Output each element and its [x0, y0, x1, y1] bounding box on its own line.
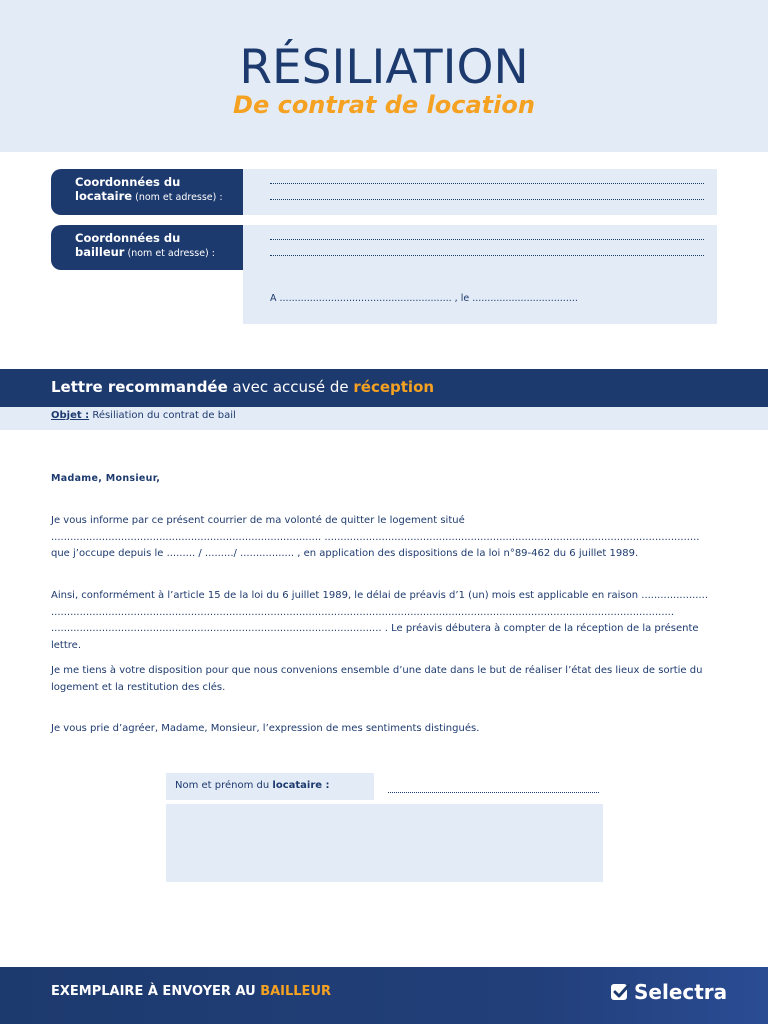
tenant-label: Coordonnées du locataire (nom et adresse) :: [51, 169, 243, 215]
footer-instruction: EXEMPLAIRE À ENVOYER AU BAILLEUR: [51, 984, 332, 999]
document-title: RÉSILIATION: [239, 40, 529, 95]
tenant-line-1: [270, 183, 704, 184]
signature-name-label: Nom et prénom du locataire :: [166, 773, 374, 800]
landlord-line-1: [270, 239, 704, 240]
document-subtitle: De contrat de location: [233, 91, 535, 119]
paragraph-notice-period: Ainsi, conformément à l’article 15 de la loi du 6 juillet 1989, le délai de préavis d’1 (un) mois est applicable en raison ..................... .................................................................................................................................................................................................... ........................................................................................................ . Le préavis débutera à compter de la réception de la présente lettre.: [51, 590, 709, 651]
brand-name: Selectra: [634, 980, 728, 1004]
checkbox-check-icon: [610, 982, 630, 1002]
paragraph-inspection: Je me tiens à votre disposition pour que nous convenions ensemble d’une date dans le but de réaliser l’état des lieux de sortie du logement et la restitution des clés.: [51, 665, 703, 693]
place-date-line: A ......................................................... , le ...................................: [270, 293, 578, 304]
tenant-field-panel[interactable]: [243, 169, 717, 215]
tenant-line-2: [270, 199, 704, 200]
landlord-label: Coordonnées du bailleur (nom et adresse) :: [51, 225, 243, 270]
signature-name-line[interactable]: [388, 792, 599, 793]
object-line: Objet : Résiliation du contrat de bail: [51, 410, 236, 421]
landlord-line-2: [270, 255, 704, 256]
brand-logo: [610, 979, 727, 1005]
letter-type-text: Lettre recommandée avec accusé de réception: [51, 378, 435, 396]
paragraph-notice: Je vous informe par ce présent courrier de ma volonté de quitter le logement situé ..................................................................................... ...................................................................................................................... que j’occupe depuis le ......... / ........./ ................. , en application des dispositions de la loi n°89-462 du 6 juillet 1989.: [51, 515, 700, 559]
signature-box[interactable]: [166, 804, 603, 882]
salutation: Madame, Monsieur,: [51, 473, 161, 484]
paragraph-closing: Je vous prie d’agréer, Madame, Monsieur, l’expression de mes sentiments distingués.: [51, 723, 480, 734]
